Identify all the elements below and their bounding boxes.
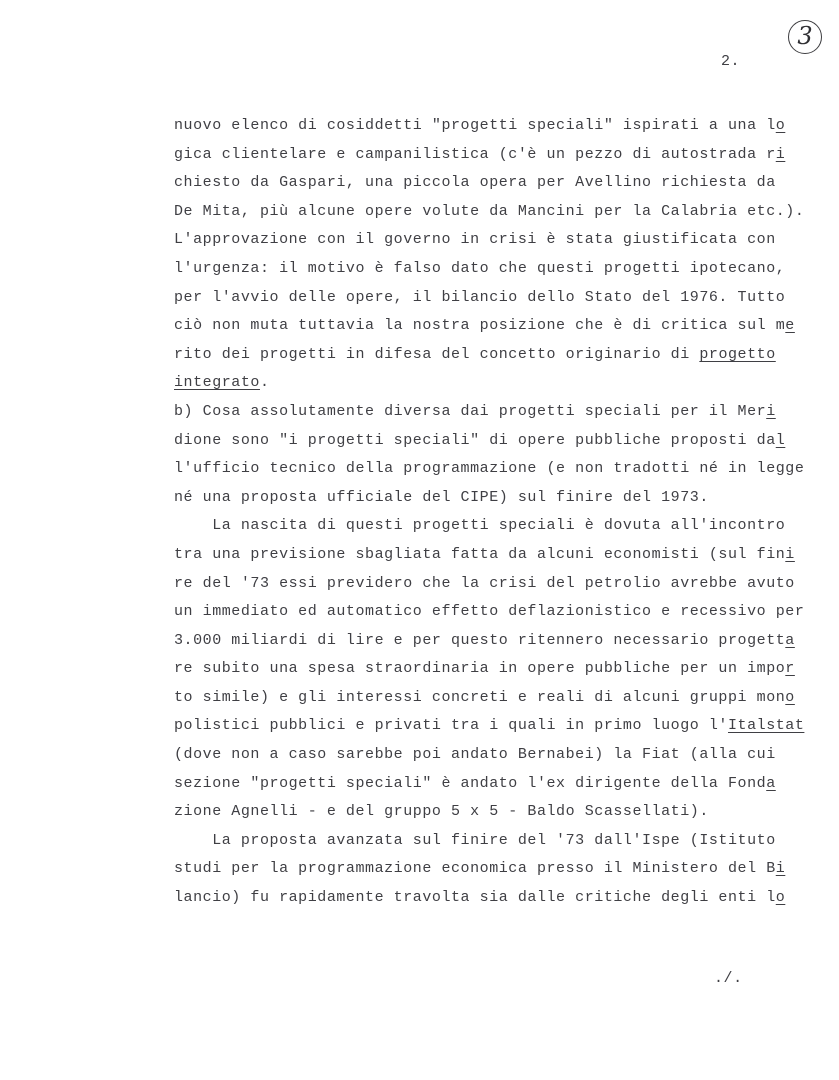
underlined-text: i bbox=[775, 145, 786, 163]
underlined-text: e bbox=[785, 317, 795, 335]
text-line: 3.000 miliardi di lire e per questo ritennero necessario progetta bbox=[174, 631, 795, 649]
text-line: La nascita di questi progetti speciali è dovuta all'incontro bbox=[174, 517, 786, 535]
text-line: gica clientelare e campanilistica (c'è un pezzo di autostrada ri bbox=[174, 145, 786, 163]
underlined-text: i bbox=[785, 545, 795, 563]
text-line: tra una previsione sbagliata fatta da alcuni economisti (sul fini bbox=[174, 545, 795, 563]
underlined-text: a bbox=[766, 774, 776, 792]
underlined-text: o bbox=[775, 117, 786, 134]
text-line: rito dei progetti in difesa del concetto originario di progetto bbox=[174, 345, 776, 363]
text-line: re subito una spesa straordinaria in opere pubbliche per un impor bbox=[174, 660, 795, 678]
text-line: nuovo elenco di cosiddetti "progetti speciali" ispirati a una lo bbox=[174, 117, 786, 134]
text-line: (dove non a caso sarebbe poi andato Bernabei) la Fiat (alla cui bbox=[174, 746, 776, 764]
underlined-text: a bbox=[785, 631, 795, 649]
underlined-text: o bbox=[785, 688, 795, 706]
text-line: né una proposta ufficiale del CIPE) sul finire del 1973. bbox=[174, 488, 709, 506]
text-line: La proposta avanzata sul finire del '73 dall'Ispe (Istituto bbox=[174, 831, 776, 849]
text-line: b) Cosa assolutamente diversa dai progetti speciali per il Meri bbox=[174, 402, 776, 420]
text-line: studi per la programmazione economica presso il Ministero del Bi bbox=[174, 860, 786, 878]
body-text bbox=[174, 112, 834, 913]
underlined-text: o bbox=[775, 889, 786, 907]
underlined-text: i bbox=[766, 402, 776, 420]
text-line: per l'avvio delle opere, il bilancio dello Stato del 1976. Tutto bbox=[174, 288, 786, 306]
underlined-text: Italstat bbox=[727, 717, 805, 735]
underlined-text: l bbox=[775, 431, 786, 449]
underlined-text: integrato bbox=[174, 374, 260, 392]
page-stamp-circled-number: 3 bbox=[788, 20, 822, 54]
text-line: to simile) e gli interessi concreti e reali di alcuni gruppi mono bbox=[174, 688, 795, 706]
text-line: sezione "progetti speciali" è andato l'ex dirigente della Fonda bbox=[174, 774, 776, 792]
text-line: re del '73 essi previdero che la crisi del petrolio avrebbe avuto bbox=[174, 574, 795, 592]
underlined-text: i bbox=[775, 860, 786, 878]
text-line: De Mita, più alcune opere volute da Mancini per la Calabria etc.). bbox=[174, 202, 805, 220]
underlined-text: progetto bbox=[699, 345, 776, 363]
page-number: 2. bbox=[721, 53, 741, 70]
text-line: l'ufficio tecnico della programmazione (e non tradotti né in legge bbox=[174, 460, 805, 478]
text-line: polistici pubblici e privati tra i quali in primo luogo l'Italstat bbox=[174, 717, 805, 735]
text-line: un immediato ed automatico effetto deflazionistico e recessivo per bbox=[174, 603, 805, 621]
text-line: chiesto da Gaspari, una piccola opera per Avellino richiesta da bbox=[174, 174, 776, 192]
text-line: integrato. bbox=[174, 374, 270, 392]
text-line: lancio) fu rapidamente travolta sia dalle critiche degli enti lo bbox=[174, 889, 786, 907]
text-line: ciò non muta tuttavia la nostra posizione che è di critica sul me bbox=[174, 317, 795, 335]
text-line: l'urgenza: il motivo è falso dato che questi progetti ipotecano, bbox=[174, 259, 786, 277]
text-line: zione Agnelli - e del gruppo 5 x 5 - Baldo Scassellati). bbox=[174, 803, 709, 821]
text-line: dione sono "i progetti speciali" di opere pubbliche proposti dal bbox=[174, 431, 786, 449]
continued-mark: ./. bbox=[714, 970, 743, 987]
text-line: L'approvazione con il governo in crisi è stata giustificata con bbox=[174, 231, 776, 249]
underlined-text: r bbox=[785, 660, 795, 678]
